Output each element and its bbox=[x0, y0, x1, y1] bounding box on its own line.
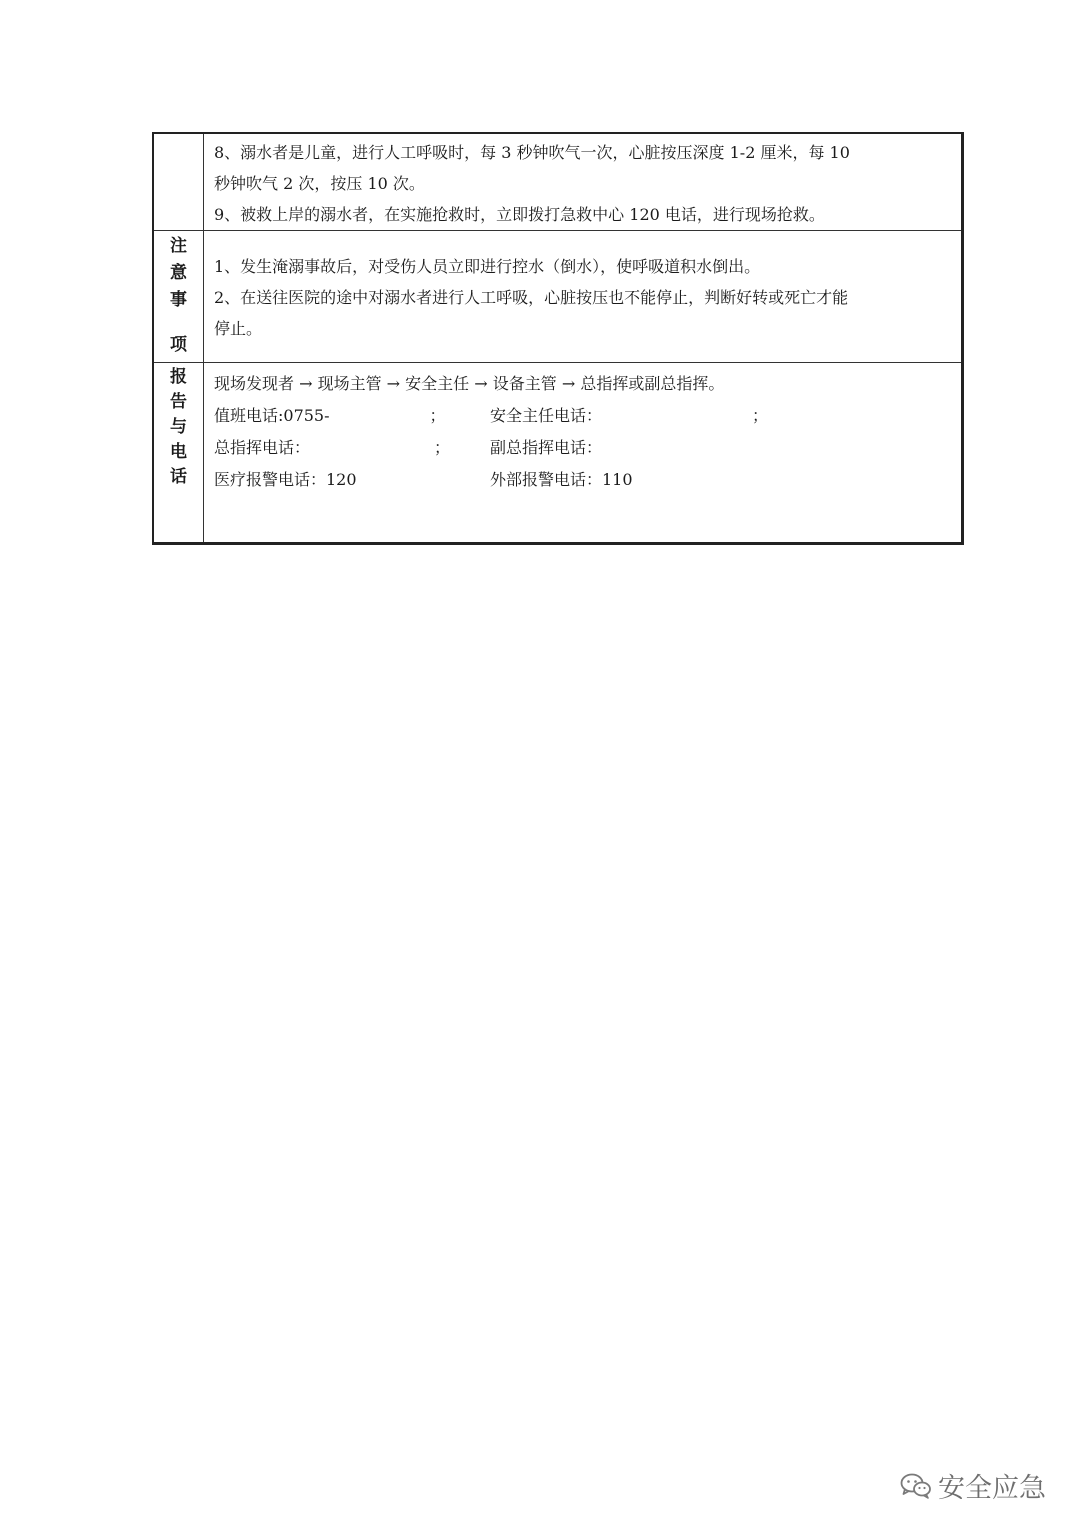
notes-label-char: 事 bbox=[170, 290, 187, 310]
note-2-line-1: 2、在送往医院的途中对溺水者进行人工呼吸，心脏按压也不能停止，判断好转或死亡才能 bbox=[214, 288, 849, 307]
step-8-line-2: 秒钟吹气 2 次，按压 10 次。 bbox=[214, 174, 425, 193]
duty-phone bbox=[214, 400, 490, 432]
note-1: 1、发生淹溺事故后，对受伤人员立即进行控水（倒水），使呼吸道积水倒出。 bbox=[214, 257, 761, 276]
watermark-text: 安全应急 bbox=[938, 1473, 1046, 1504]
separator: ； bbox=[429, 406, 446, 425]
rescue-steps-content bbox=[204, 134, 961, 230]
table-row-notes bbox=[154, 230, 961, 362]
row-label-empty bbox=[154, 134, 204, 230]
report-content bbox=[204, 363, 961, 542]
deputy-commander-phone-label: 副总指挥电话： bbox=[490, 438, 603, 457]
separator: ； bbox=[752, 406, 769, 425]
report-label-char: 电 bbox=[170, 442, 187, 462]
row-label-notes bbox=[154, 231, 204, 362]
step-9-line: 9、被救上岸的溺水者，在实施抢救时，立即拨打急救中心 120 电话，进行现场抢救。 bbox=[214, 205, 825, 224]
report-label-char: 与 bbox=[170, 417, 187, 437]
table-row-report bbox=[154, 362, 961, 542]
step-8-line-1: 8、溺水者是儿童，进行人工呼吸时，每 3 秒钟吹气一次，心脏按压深度 1-2 厘米，每 10 bbox=[214, 143, 850, 162]
watermark bbox=[900, 1466, 1046, 1505]
notes-content bbox=[204, 231, 961, 362]
emergency-procedure-table bbox=[152, 132, 964, 545]
deputy-commander-phone bbox=[490, 432, 770, 464]
external-phone: 外部报警电话：110 bbox=[490, 470, 633, 489]
commander-phone bbox=[214, 432, 490, 464]
notes-label-char: 注 bbox=[170, 236, 187, 256]
duty-phone-label: 值班电话:0755- bbox=[214, 406, 330, 425]
report-flow: 现场发现者 → 现场主管 → 安全主任 → 设备主管 → 总指挥或副总指挥。 bbox=[214, 374, 725, 393]
phone-list bbox=[214, 400, 953, 496]
note-2-line-2: 停止。 bbox=[214, 319, 263, 338]
safety-director-phone-label: 安全主任电话： bbox=[490, 406, 603, 425]
report-label-char: 告 bbox=[170, 392, 187, 412]
medical-phone: 医疗报警电话：120 bbox=[214, 470, 357, 489]
report-label-char: 报 bbox=[170, 367, 187, 387]
notes-label-char: 项 bbox=[170, 335, 187, 355]
separator: ； bbox=[434, 438, 451, 457]
wechat-icon bbox=[900, 1472, 932, 1500]
commander-phone-label: 总指挥电话： bbox=[214, 438, 311, 457]
table-row-rescue-steps bbox=[154, 134, 961, 230]
notes-label-char: 意 bbox=[170, 263, 187, 283]
safety-director-phone bbox=[490, 400, 770, 432]
row-label-report bbox=[154, 363, 204, 542]
report-label-char: 话 bbox=[170, 467, 187, 487]
